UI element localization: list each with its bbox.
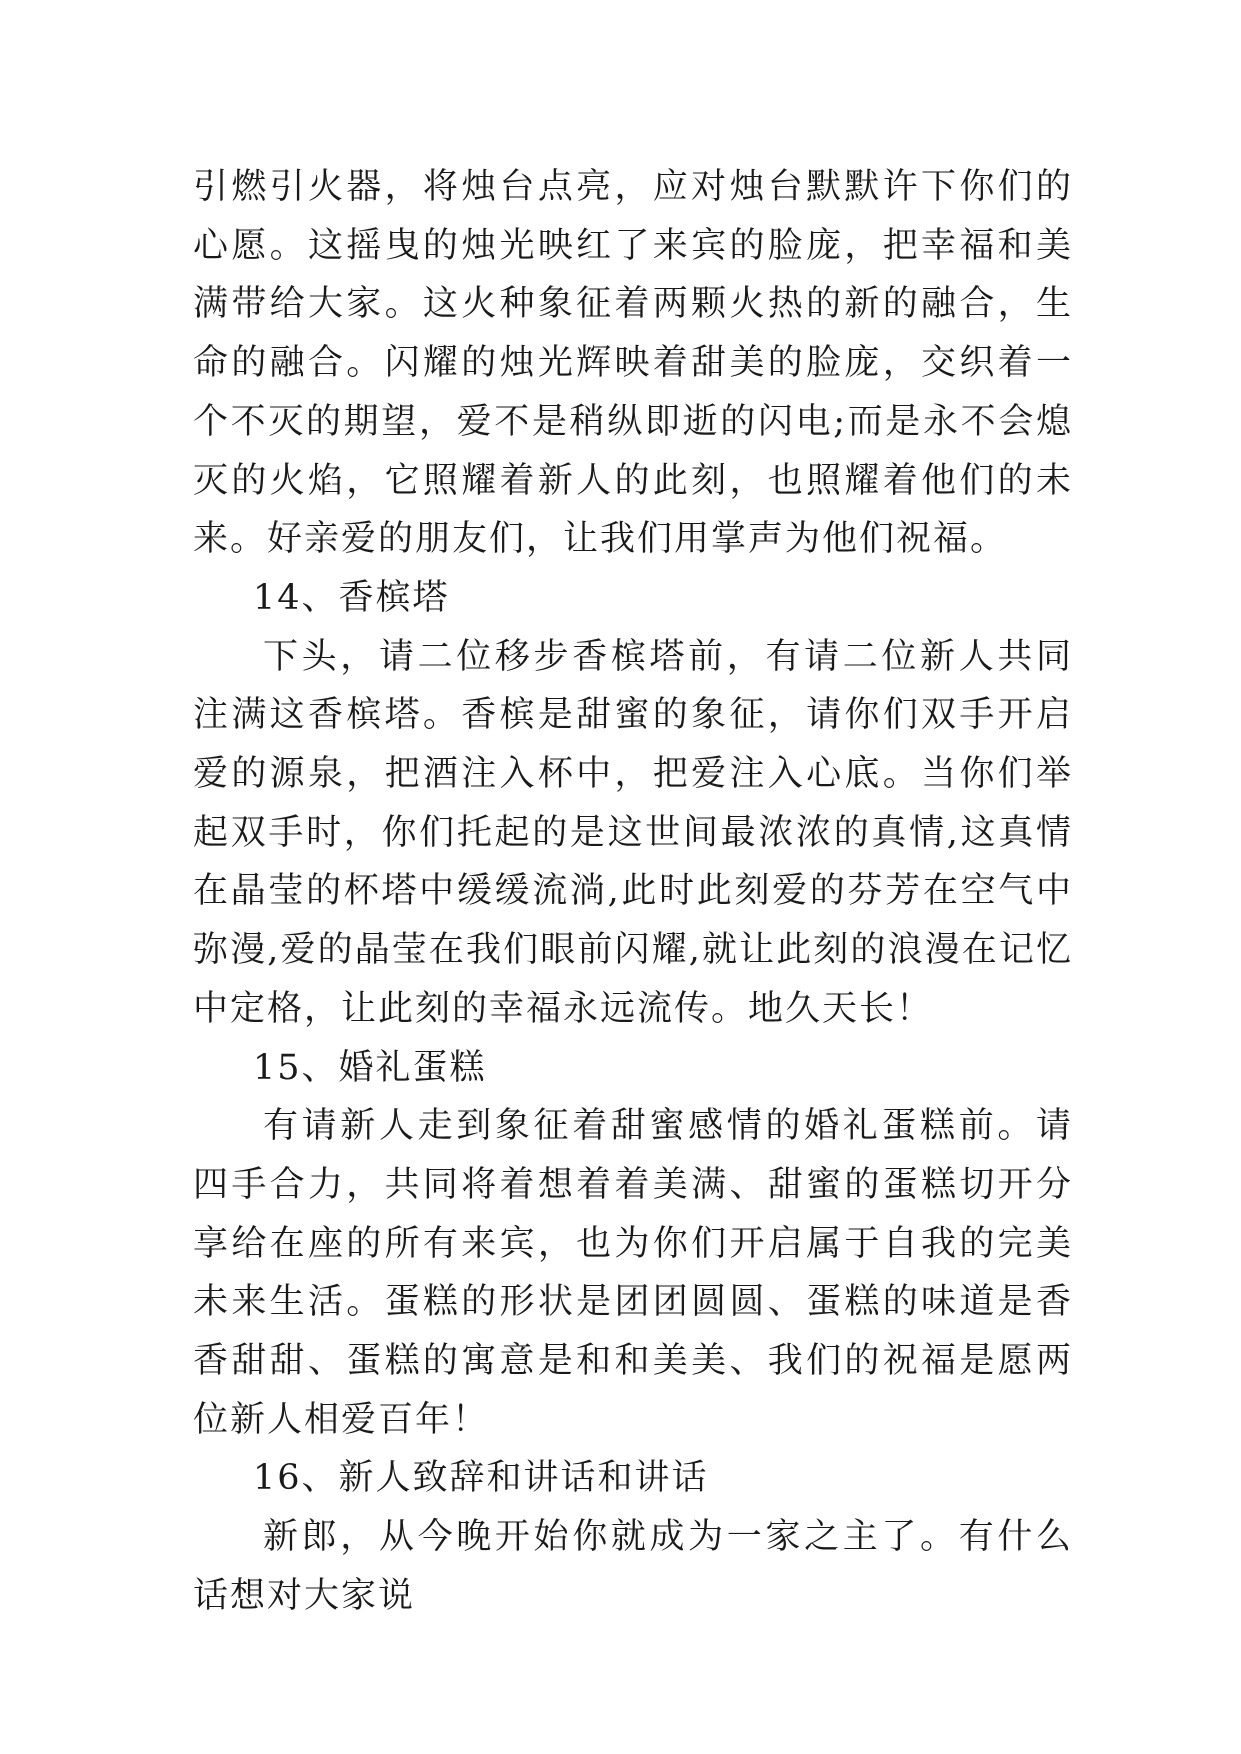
section-heading-14: 14、香槟塔 — [253, 577, 450, 618]
paragraph-champagne-tower: 下头，请二位移步香槟塔前，有请二位新人共同注满这香槟塔。香槟是甜蜜的象征，请你们双手开启爱的源泉，把酒注入杯中，把爱注入心底。当你们举起双手时，你们托起的是这世间最浓浓的真情,这真情在晶莹的杯塔中缓缓流淌,此时此刻爱的芬芳在空气中弥漫,爱的晶莹在我们眼前闪耀,就让此刻的浪漫在记忆中定格，让此刻的幸福永远流传。地久天长！ — [193, 636, 1073, 1029]
section-heading-16: 16、新人致辞和讲话和讲话 — [253, 1458, 709, 1499]
section-heading-15: 15、婚礼蛋糕 — [253, 1047, 487, 1088]
paragraph-groom-speech: 新郎，从今晚开始你就成为一家之主了。有什么话想对大家说 — [193, 1517, 1073, 1616]
paragraph-wedding-cake: 有请新人走到象征着甜蜜感情的婚礼蛋糕前。请四手合力，共同将着想着着美满、甜蜜的蛋糕切开分享给在座的所有来宾，也为你们开启属于自我的完美未来生活。蛋糕的形状是团团圆圆、蛋糕的味道是香香甜甜、蛋糕的寓意是和和美美、我们的祝福是愿两位新人相爱百年！ — [193, 1106, 1073, 1440]
paragraph-candle-lighting: 引燃引火器，将烛台点亮，应对烛台默默许下你们的心愿。这摇曳的烛光映红了来宾的脸庞，把幸福和美满带给大家。这火种象征着两颗火热的新的融合，生命的融合。闪耀的烛光辉映着甜美的脸庞，交织着一个不灭的期望，爱不是稍纵即逝的闪电;而是永不会熄灭的火焰，它照耀着新人的此刻，也照耀着他们的未来。好亲爱的朋友们，让我们用掌声为他们祝福。 — [193, 167, 1073, 560]
document-body — [193, 158, 1073, 1626]
